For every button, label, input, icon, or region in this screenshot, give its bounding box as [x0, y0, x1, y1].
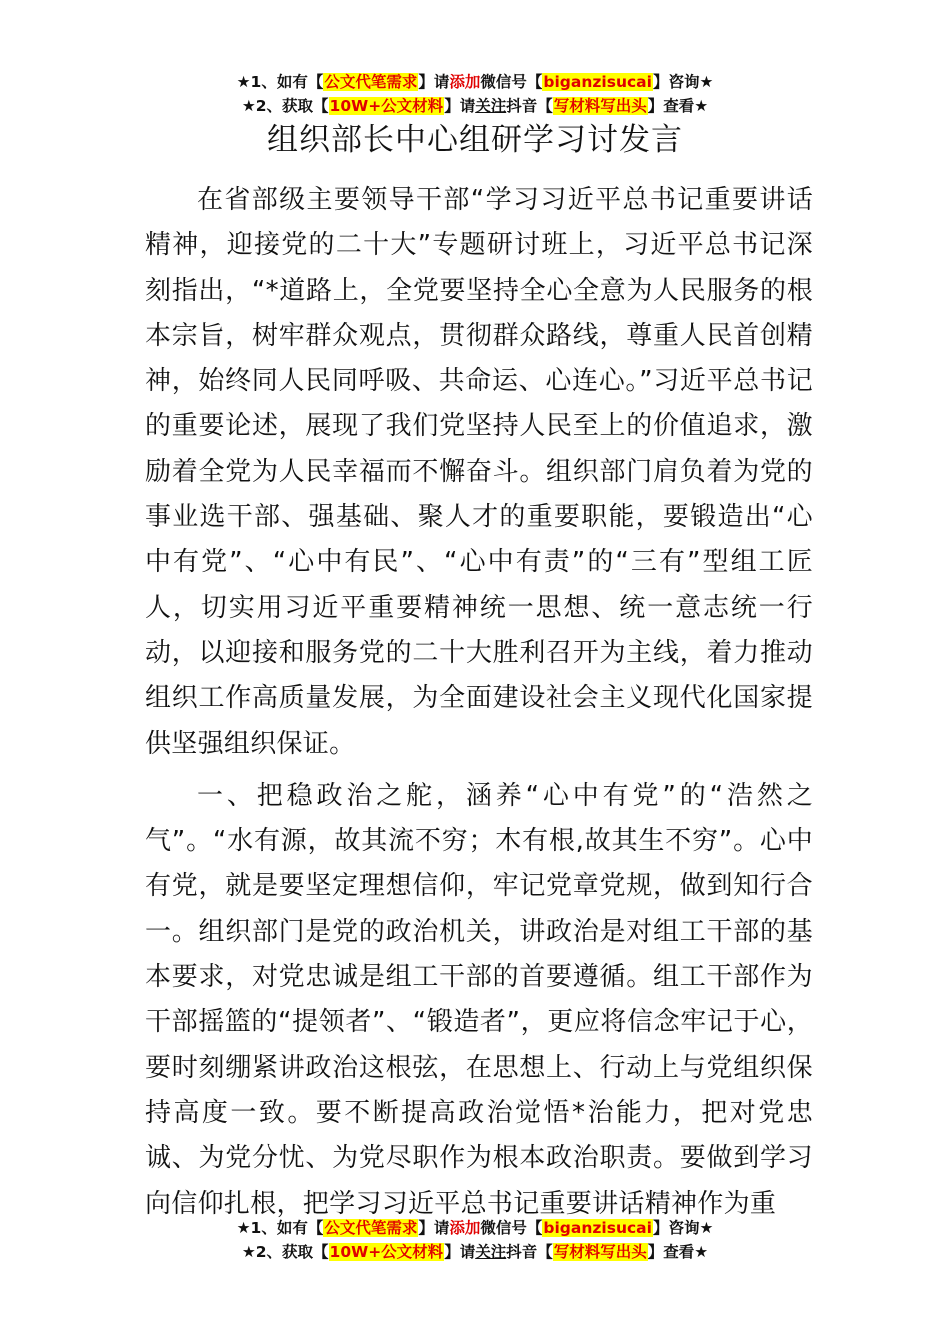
- promo-text: ★1、如有【: [236, 1219, 324, 1237]
- promo-emphasis: 添加: [449, 73, 481, 91]
- promo-text: 】请: [418, 73, 450, 91]
- promo-highlight: 10W+公文材料: [329, 97, 444, 115]
- promo-text: ★1、如有【: [236, 73, 324, 91]
- promo-text: 微信号【: [480, 1219, 543, 1237]
- promo-text: 】查看★: [647, 1243, 709, 1261]
- promo-text: ★2、获取【: [241, 97, 329, 115]
- promo-emphasis: 关注: [475, 97, 507, 115]
- promo-banner-top: [0, 70, 950, 118]
- promo-text: 】请: [444, 97, 476, 115]
- promo-highlight: 写材料写出头: [553, 1243, 647, 1261]
- promo-line-2: [0, 94, 950, 118]
- promo-text: 】查看★: [647, 97, 709, 115]
- promo-highlight: 公文代笔需求: [324, 1219, 418, 1237]
- promo-text: ★2、获取【: [241, 1243, 329, 1261]
- promo-text: 】咨询★: [652, 73, 714, 91]
- promo-highlight: 10W+公文材料: [329, 1243, 444, 1261]
- promo-line-1: [0, 70, 950, 94]
- promo-emphasis: 关注: [475, 1243, 507, 1261]
- promo-text: 微信号【: [480, 73, 543, 91]
- body-paragraph: 在省部级主要领导干部“学习习近平总书记重要讲话精神，迎接党的二十大”专题研讨班上，习近平总书记深刻指出，“*道路上，全党要坚持全心全意为人民服务的根本宗旨，树牢群众观点，贯彻群众路线，尊重人民首创精神，始终同人民同呼吸、共命运、心连心。”习近平总书记的重要论述，展现了我们党坚持人民至上的价值追求，激励着全党为人民幸福而不懈奋斗。组织部门肩负着为党的事业选干部、强基础、聚人才的重要职能，要锻造出“心中有党”、“心中有民”、“心中有责”的“三有”型组工匠人，切实用习近平重要精神统一思想、统一意志统一行动，以迎接和服务党的二十大胜利召开为主线，着力推动组织工作高质量发展，为全面建设社会主义现代化国家提供坚强组织保证。: [145, 185, 813, 759]
- promo-text: 抖音【: [506, 1243, 553, 1261]
- document-title: 组织部长中心组研学习讨发言: [267, 122, 683, 158]
- promo-text: 】请: [444, 1243, 476, 1261]
- promo-text: 】请: [418, 1219, 450, 1237]
- promo-highlight: biganzisucai: [543, 73, 652, 91]
- promo-text: 】咨询★: [652, 1219, 714, 1237]
- promo-highlight: 公文代笔需求: [324, 73, 418, 91]
- promo-text: 抖音【: [506, 97, 553, 115]
- promo-banner-bottom: [0, 1216, 950, 1264]
- promo-highlight: 写材料写出头: [553, 97, 647, 115]
- body-paragraph: 一、把稳政治之舵，涵养“心中有党”的“浩然之气”。“水有源，故其流不穷；木有根,故其生不穷”。心中有党，就是要坚定理想信仰，牢记党章党规，做到知行合一。组织部门是党的政治机关，讲政治是对组工干部的基本要求，对党忠诚是组工干部的首要遵循。组工干部作为干部摇篮的“提领者”、“锻造者”，更应将信念牢记于心，要时刻绷紧讲政治这根弦，在思想上、行动上与党组织保持高度一致。要不断提高政治觉悟*治能力，把对党忠诚、为党分忧、为党尽职作为根本政治职责。要做到学习向信仰扎根，把学习习近平总书记重要讲话精神作为重: [145, 780, 813, 1219]
- document-body: [145, 178, 813, 1227]
- promo-line-2: [0, 1240, 950, 1264]
- promo-emphasis: 添加: [449, 1219, 481, 1237]
- promo-line-1: [0, 1216, 950, 1240]
- promo-highlight: biganzisucai: [543, 1219, 652, 1237]
